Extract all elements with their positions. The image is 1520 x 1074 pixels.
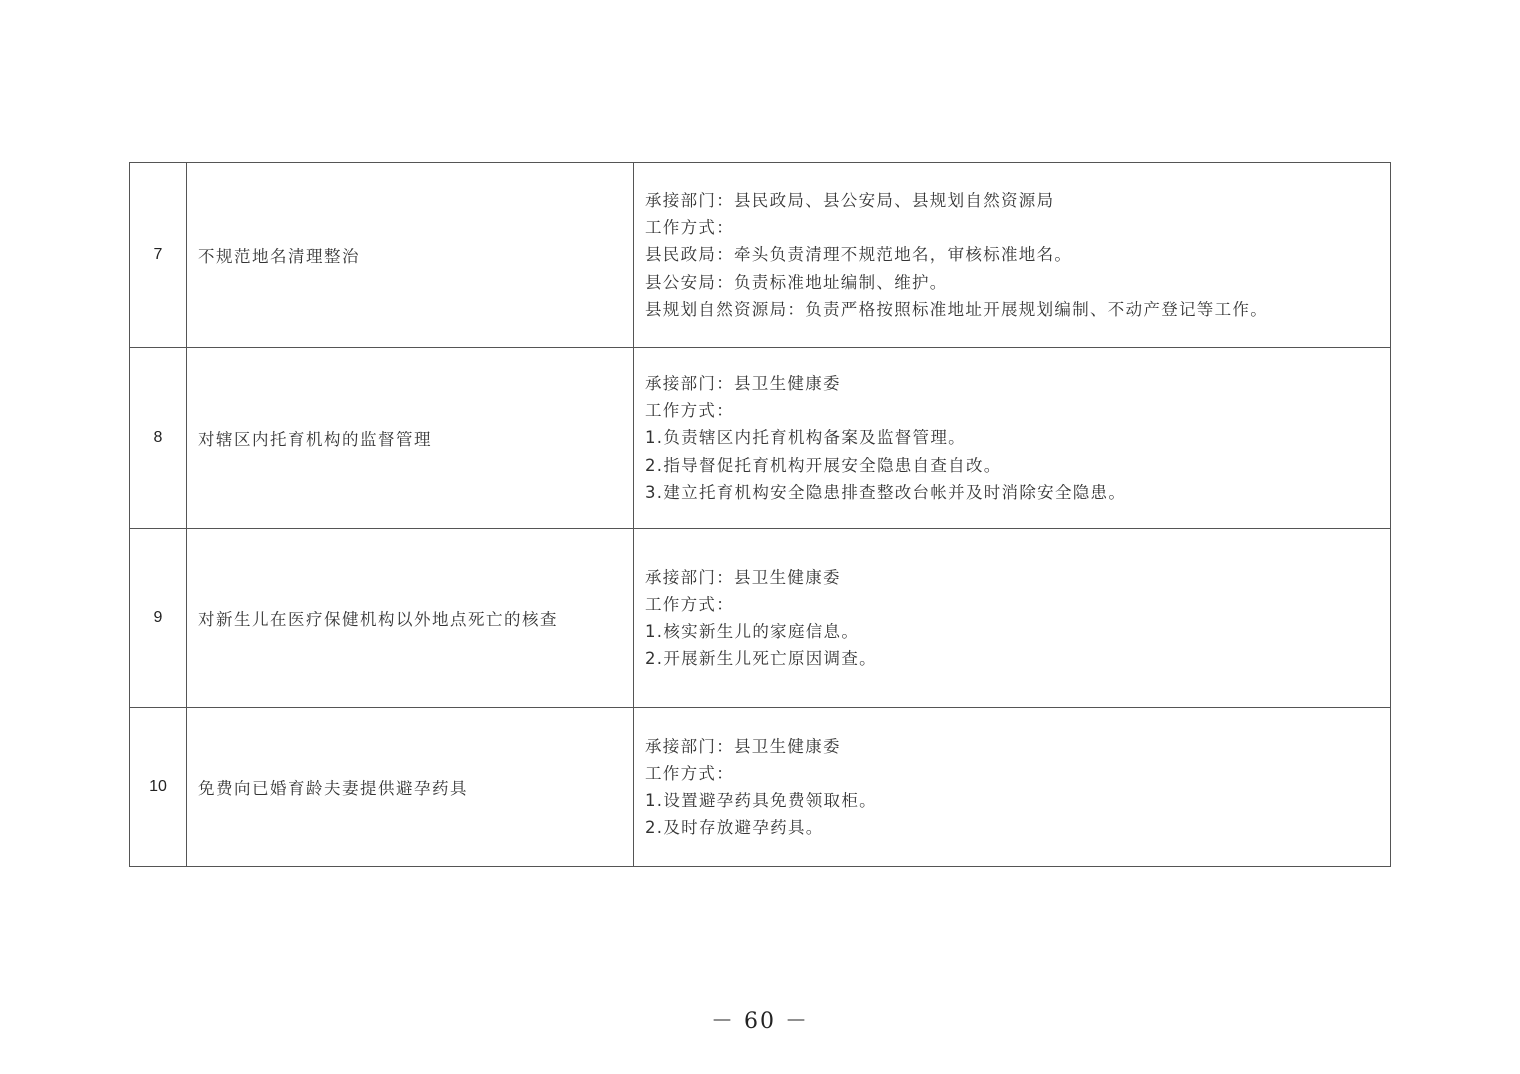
detail-line: 1.核实新生儿的家庭信息。 [645,622,860,641]
detail-cell [634,348,1391,529]
detail-line: 承接部门：县卫生健康委 [645,736,841,756]
detail-line: 3.建立托育机构安全隐患排查整改台帐并及时消除安全隐患。 [645,482,1127,502]
item-name: 免费向已婚育龄夫妻提供避孕药具 [187,708,634,867]
detail-line: 2.开展新生儿死亡原因调查。 [645,649,877,669]
item-name: 对辖区内托育机构的监督管理 [187,348,634,529]
detail-line: 承接部门：县卫生健康委 [645,567,841,587]
table-row [130,708,1391,867]
table-row [130,348,1391,529]
detail-line: 工作方式： [645,594,734,614]
detail-line: 承接部门：县卫生健康委 [645,374,841,394]
table-row [130,529,1391,708]
detail-line: 县规划自然资源局：负责严格按照标准地址开展规划编制、不动产登记等工作。 [645,299,1268,319]
detail-line: 工作方式： [645,763,734,783]
row-number: 8 [130,348,187,529]
page-number: － 60 － [711,1009,809,1034]
detail-line: 工作方式： [645,401,734,421]
detail-cell [634,708,1391,867]
table-row [130,163,1391,348]
detail-line: 1.负责辖区内托育机构备案及监督管理。 [645,428,966,448]
detail-line: 县公安局：负责标准地址编制、维护。 [645,272,948,292]
row-number: 7 [130,163,187,348]
row-number: 10 [130,708,187,867]
detail-cell [634,529,1391,708]
item-table [129,162,1391,867]
detail-line: 县民政局：牵头负责清理不规范地名，审核标准地名。 [645,245,1073,265]
detail-line: 2.指导督促托育机构开展安全隐患自查自改。 [645,455,1002,475]
row-number: 9 [130,529,187,708]
detail-cell [634,163,1391,348]
detail-line: 1.设置避孕药具免费领取柜。 [645,791,877,810]
item-name: 对新生儿在医疗保健机构以外地点死亡的核查 [187,529,634,708]
item-name: 不规范地名清理整治 [187,163,634,348]
detail-line: 承接部门：县民政局、县公安局、县规划自然资源局 [645,191,1055,211]
detail-line: 工作方式： [645,218,734,238]
detail-line: 2.及时存放避孕药具。 [645,818,824,838]
